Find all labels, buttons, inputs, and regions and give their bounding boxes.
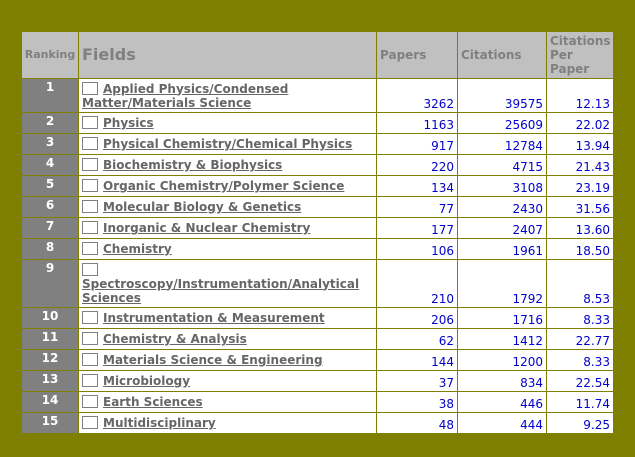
header-row (22, 32, 613, 78)
papers-cell: 206 (377, 308, 457, 328)
papers-cell: 62 (377, 329, 457, 349)
field-cell (79, 350, 376, 370)
field-link[interactable]: Biochemistry & Biophysics (103, 158, 283, 172)
table-row (22, 239, 613, 259)
citations-per-paper-cell: 13.60 (547, 218, 613, 238)
citations-cell: 1412 (458, 329, 546, 349)
table-body (22, 79, 613, 433)
citations-cell: 39575 (458, 79, 546, 112)
field-link[interactable]: Multidisciplinary (103, 416, 216, 430)
citations-cell: 12784 (458, 134, 546, 154)
rank-cell: 3 (22, 134, 78, 154)
row-checkbox[interactable] (82, 374, 98, 387)
rank-cell: 10 (22, 308, 78, 328)
row-checkbox[interactable] (82, 332, 98, 345)
table-row (22, 308, 613, 328)
field-link[interactable]: Applied Physics/Condensed Matter/Materials Science (82, 81, 289, 110)
rank-cell: 4 (22, 155, 78, 175)
table-row (22, 79, 613, 112)
citations-per-paper-cell: 13.94 (547, 134, 613, 154)
rank-cell: 12 (22, 350, 78, 370)
field-cell (79, 329, 376, 349)
table-row (22, 392, 613, 412)
table-row (22, 218, 613, 238)
table-row (22, 134, 613, 154)
table-row (22, 155, 613, 175)
citations-cell: 25609 (458, 113, 546, 133)
field-cell (79, 113, 376, 133)
table-row (22, 350, 613, 370)
row-checkbox[interactable] (82, 395, 98, 408)
table-row (22, 197, 613, 217)
citations-per-paper-cell: 22.77 (547, 329, 613, 349)
citations-cell: 834 (458, 371, 546, 391)
row-checkbox[interactable] (82, 158, 98, 171)
rank-cell: 11 (22, 329, 78, 349)
field-cell (79, 134, 376, 154)
citations-per-paper-cell: 9.25 (547, 413, 613, 433)
rank-cell: 9 (22, 260, 78, 307)
header-citations[interactable]: Citations (458, 32, 546, 78)
papers-cell: 134 (377, 176, 457, 196)
citations-per-paper-cell: 21.43 (547, 155, 613, 175)
rank-cell: 8 (22, 239, 78, 259)
row-checkbox[interactable] (82, 137, 98, 150)
citations-cell: 1716 (458, 308, 546, 328)
header-ranking[interactable]: Ranking (22, 32, 78, 78)
field-cell (79, 392, 376, 412)
table-row (22, 413, 613, 433)
citations-per-paper-cell: 22.02 (547, 113, 613, 133)
rank-cell: 2 (22, 113, 78, 133)
field-cell (79, 155, 376, 175)
field-cell (79, 239, 376, 259)
citations-cell: 1792 (458, 260, 546, 307)
field-cell (79, 176, 376, 196)
citations-per-paper-cell: 11.74 (547, 392, 613, 412)
field-link[interactable]: Inorganic & Nuclear Chemistry (103, 221, 311, 235)
papers-cell: 210 (377, 260, 457, 307)
row-checkbox[interactable] (82, 200, 98, 213)
citations-cell: 3108 (458, 176, 546, 196)
papers-cell: 177 (377, 218, 457, 238)
citations-cell: 4715 (458, 155, 546, 175)
row-checkbox[interactable] (82, 263, 98, 276)
row-checkbox[interactable] (82, 353, 98, 366)
field-cell (79, 260, 376, 307)
row-checkbox[interactable] (82, 221, 98, 234)
citations-per-paper-cell: 18.50 (547, 239, 613, 259)
rank-cell: 6 (22, 197, 78, 217)
citations-cell: 446 (458, 392, 546, 412)
row-checkbox[interactable] (82, 416, 98, 429)
row-checkbox[interactable] (82, 242, 98, 255)
papers-cell: 917 (377, 134, 457, 154)
field-link[interactable]: Organic Chemistry/Polymer Science (103, 179, 345, 193)
field-link[interactable]: Physics (103, 116, 154, 130)
citations-cell: 1200 (458, 350, 546, 370)
table-row (22, 371, 613, 391)
citations-per-paper-cell: 12.13 (547, 79, 613, 112)
citations-per-paper-cell: 8.33 (547, 308, 613, 328)
row-checkbox[interactable] (82, 82, 98, 95)
papers-cell: 3262 (377, 79, 457, 112)
table-row (22, 260, 613, 307)
papers-cell: 48 (377, 413, 457, 433)
citations-cell: 2430 (458, 197, 546, 217)
row-checkbox[interactable] (82, 311, 98, 324)
field-cell (79, 371, 376, 391)
header-citations-per-paper[interactable]: Citations Per Paper (547, 32, 613, 78)
rank-cell: 7 (22, 218, 78, 238)
field-cell (79, 308, 376, 328)
header-fields[interactable]: Fields (79, 32, 376, 78)
table-row (22, 113, 613, 133)
field-link[interactable]: Microbiology (103, 374, 191, 388)
rankings-panel (21, 31, 614, 434)
field-link[interactable]: Spectroscopy/Instrumentation/Analytical Sciences (82, 276, 360, 305)
field-link[interactable]: Chemistry (103, 242, 172, 256)
citations-cell: 1961 (458, 239, 546, 259)
citations-cell: 2407 (458, 218, 546, 238)
papers-cell: 1163 (377, 113, 457, 133)
field-cell (79, 413, 376, 433)
rank-cell: 5 (22, 176, 78, 196)
papers-cell: 220 (377, 155, 457, 175)
field-cell (79, 218, 376, 238)
field-cell (79, 197, 376, 217)
table-row (22, 329, 613, 349)
papers-cell: 144 (377, 350, 457, 370)
citations-per-paper-cell: 23.19 (547, 176, 613, 196)
citations-per-paper-cell: 22.54 (547, 371, 613, 391)
header-papers[interactable]: Papers (377, 32, 457, 78)
field-link[interactable]: Molecular Biology & Genetics (103, 200, 302, 214)
papers-cell: 38 (377, 392, 457, 412)
papers-cell: 77 (377, 197, 457, 217)
citations-per-paper-cell: 31.56 (547, 197, 613, 217)
citations-per-paper-cell: 8.33 (547, 350, 613, 370)
citations-per-paper-cell: 8.53 (547, 260, 613, 307)
rank-cell: 15 (22, 413, 78, 433)
rankings-table (21, 31, 614, 434)
field-cell (79, 79, 376, 112)
row-checkbox[interactable] (82, 179, 98, 192)
rank-cell: 13 (22, 371, 78, 391)
rank-cell: 1 (22, 79, 78, 112)
row-checkbox[interactable] (82, 116, 98, 129)
field-link[interactable]: Physical Chemistry/Chemical Physics (103, 137, 353, 151)
papers-cell: 106 (377, 239, 457, 259)
field-link[interactable]: Instrumentation & Measurement (103, 311, 325, 325)
field-link[interactable]: Materials Science & Engineering (103, 353, 323, 367)
table-row (22, 176, 613, 196)
field-link[interactable]: Chemistry & Analysis (103, 332, 247, 346)
field-link[interactable]: Earth Sciences (103, 395, 203, 409)
rank-cell: 14 (22, 392, 78, 412)
citations-cell: 444 (458, 413, 546, 433)
papers-cell: 37 (377, 371, 457, 391)
